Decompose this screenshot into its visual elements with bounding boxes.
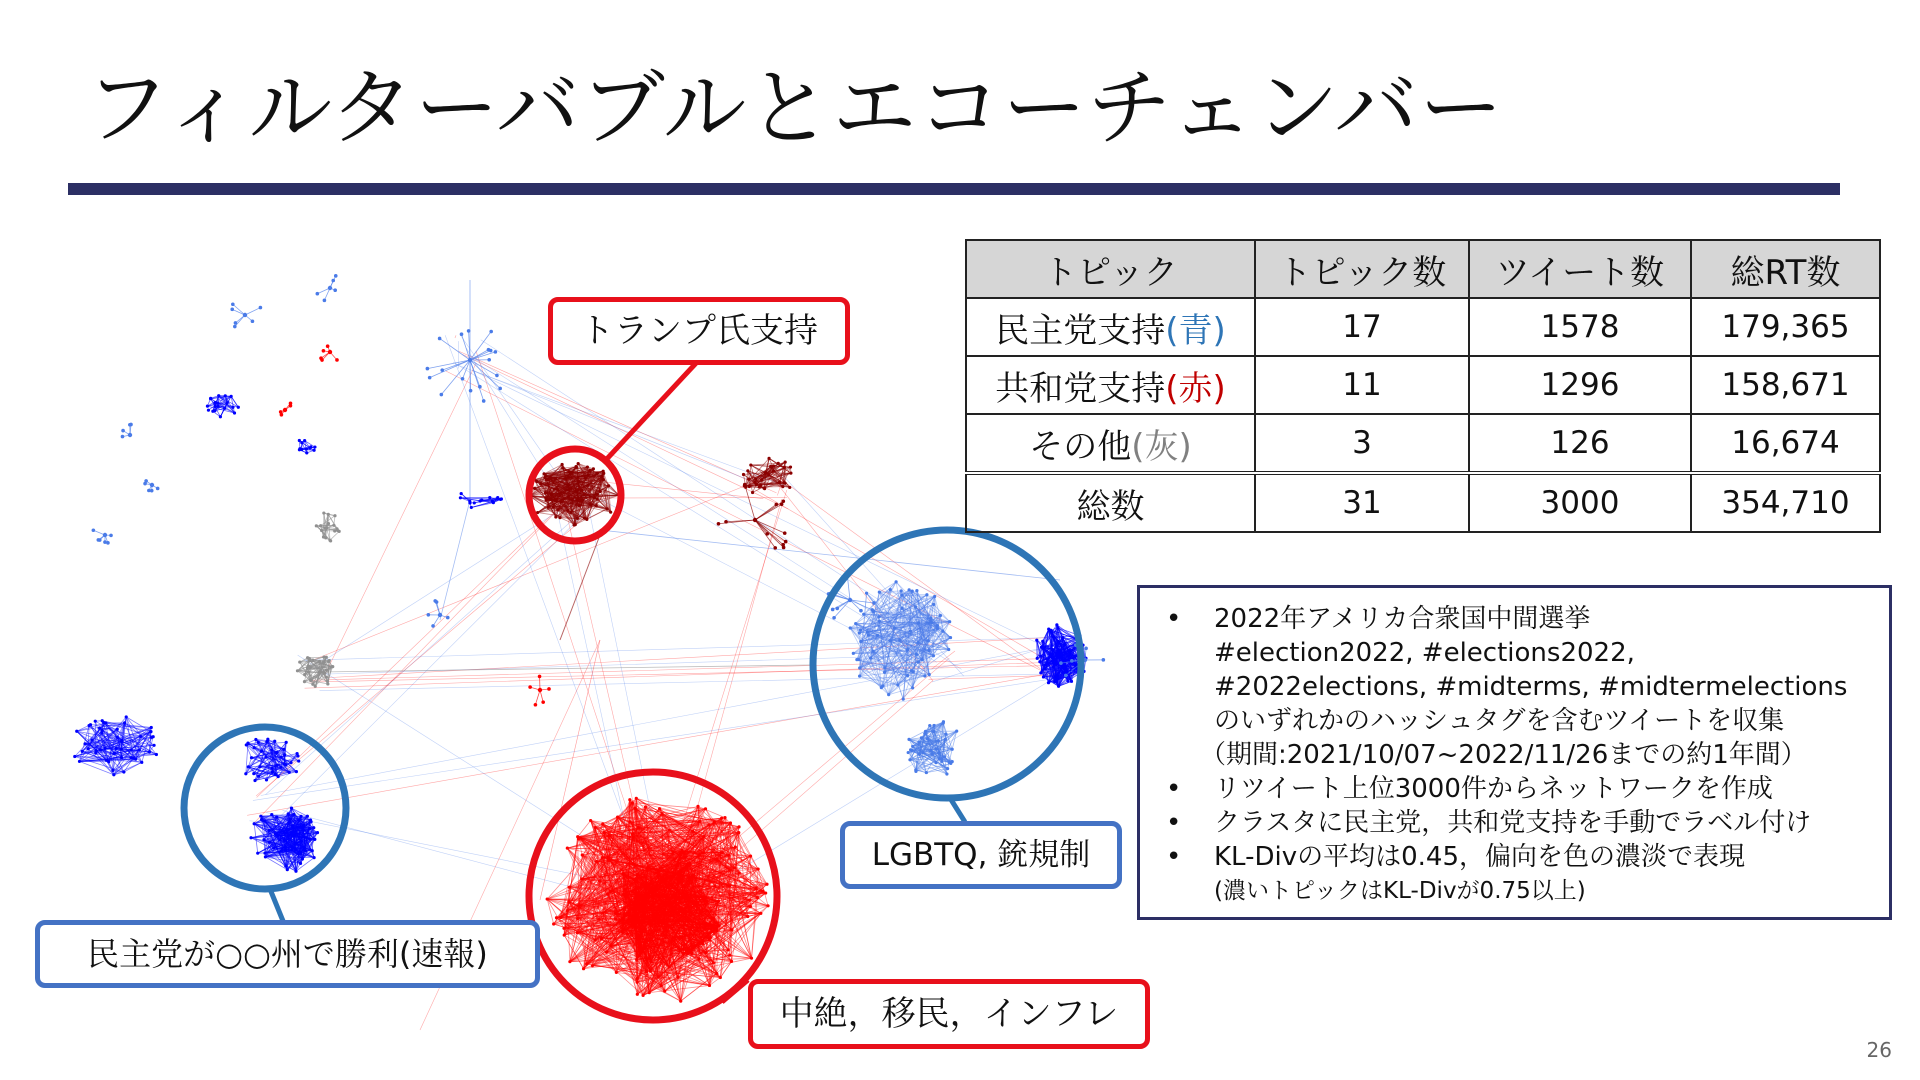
table-row bbox=[966, 298, 1880, 356]
color-note-blue: (青) bbox=[1165, 310, 1226, 351]
star-red-tiny bbox=[279, 401, 292, 416]
hashtag-list-line: #election2022, #elections2022, bbox=[1214, 638, 1635, 668]
topic-summary-table bbox=[965, 239, 1881, 533]
row-label-other: その他(灰) bbox=[966, 414, 1255, 473]
cell-rt-count: 16,674 bbox=[1691, 414, 1880, 473]
table-row bbox=[966, 414, 1880, 473]
collection-period: （期間:2021/10/07~2022/11/26までの約1年間） bbox=[1200, 740, 1807, 770]
kl-div-note: (濃いトピックはKL-Divが0.75以上) bbox=[1214, 878, 1586, 904]
cell-topic-count: 3 bbox=[1255, 414, 1469, 473]
cluster-democrat-left bbox=[73, 715, 158, 776]
star-blue-b bbox=[143, 479, 159, 492]
connector-abortion bbox=[722, 980, 748, 1002]
table-header-rt-count: 総RT数 bbox=[1691, 240, 1880, 298]
star-blue-top bbox=[426, 329, 502, 403]
row-label-republican: 共和党支持(赤) bbox=[966, 356, 1255, 414]
cell-rt-count-total: 354,710 bbox=[1691, 473, 1880, 532]
star-red-small bbox=[319, 344, 339, 361]
cluster-other-gray bbox=[296, 655, 334, 687]
color-note-red: (赤) bbox=[1165, 368, 1226, 409]
cell-rt-count: 179,365 bbox=[1691, 298, 1880, 356]
connector-lgbtq bbox=[950, 798, 965, 822]
color-note-gray: (灰) bbox=[1131, 426, 1192, 467]
star-red-mid bbox=[528, 675, 550, 707]
table-row bbox=[966, 356, 1880, 414]
cell-topic-count-total: 31 bbox=[1255, 473, 1469, 532]
table-header-topic-count: トピック数 bbox=[1255, 240, 1469, 298]
row-label-democrat: 民主党支持(青) bbox=[966, 298, 1255, 356]
cluster-lgbtq-left bbox=[849, 580, 953, 700]
cell-topic-count: 17 bbox=[1255, 298, 1469, 356]
callout-lgbtq-gun-control: LGBTQ, 銃規制 bbox=[840, 821, 1122, 889]
star-blue-tree bbox=[230, 302, 262, 328]
method-info-box bbox=[1137, 585, 1892, 920]
collection-note: のいずれかのハッシュタグを含むツイートを収集 bbox=[1214, 706, 1785, 736]
cell-tweet-count: 126 bbox=[1469, 414, 1691, 473]
cluster-small-blue-2 bbox=[298, 439, 317, 455]
connector-democrat-win bbox=[270, 889, 283, 921]
info-bullet-data-collection: • 2022年アメリカ合衆国中間選挙 bbox=[1166, 602, 1879, 636]
cluster-democrat-upper bbox=[244, 738, 300, 782]
row-label-total: 総数 bbox=[966, 473, 1255, 532]
cell-tweet-count-total: 3000 bbox=[1469, 473, 1691, 532]
cluster-small-blue-3 bbox=[459, 492, 503, 509]
table-header-topic: トピック bbox=[966, 240, 1255, 298]
cluster-small-gray bbox=[315, 511, 341, 542]
page-number: 26 bbox=[1866, 1038, 1892, 1062]
cell-topic-count: 11 bbox=[1255, 356, 1469, 414]
cell-rt-count: 158,671 bbox=[1691, 356, 1880, 414]
callout-trump-support: トランプ氏支持 bbox=[548, 297, 850, 365]
star-blue-small bbox=[316, 274, 338, 302]
hashtag-list-line: #2022elections, #midterms, #midtermelections bbox=[1214, 672, 1848, 702]
slide-title: フィルターバブルとエコーチェンバー bbox=[85, 59, 1504, 157]
star-blue-a bbox=[121, 423, 133, 439]
info-bullet-labeling: • クラスタに民主党，共和党支持を手動でラベル付け bbox=[1166, 806, 1879, 840]
table-total-row bbox=[966, 473, 1880, 532]
cell-tweet-count: 1296 bbox=[1469, 356, 1691, 414]
cluster-democrat-win bbox=[249, 807, 319, 873]
cluster-small-blue-1 bbox=[206, 394, 240, 418]
network-clusters bbox=[73, 274, 1105, 1003]
info-bullet-kl-div: • KL-Divの平均は0.45，偏向を色の濃淡で表現 bbox=[1166, 840, 1879, 874]
cell-tweet-count: 1578 bbox=[1469, 298, 1691, 356]
star-blue-c bbox=[92, 528, 113, 544]
info-bullet-network: • リツイート上位3000件からネットワークを作成 bbox=[1166, 772, 1879, 806]
table-header-row bbox=[966, 240, 1880, 298]
callout-democrat-state-win: 民主党が○○州で勝利(速報) bbox=[35, 920, 540, 988]
table-header-tweet-count: ツイート数 bbox=[1469, 240, 1691, 298]
callout-abortion-immigration-inflation: 中絶，移民，インフレ bbox=[748, 979, 1150, 1049]
cluster-lgbtq-lower bbox=[907, 720, 959, 775]
connector-trump bbox=[604, 361, 698, 462]
cluster-trump-support bbox=[529, 462, 621, 527]
